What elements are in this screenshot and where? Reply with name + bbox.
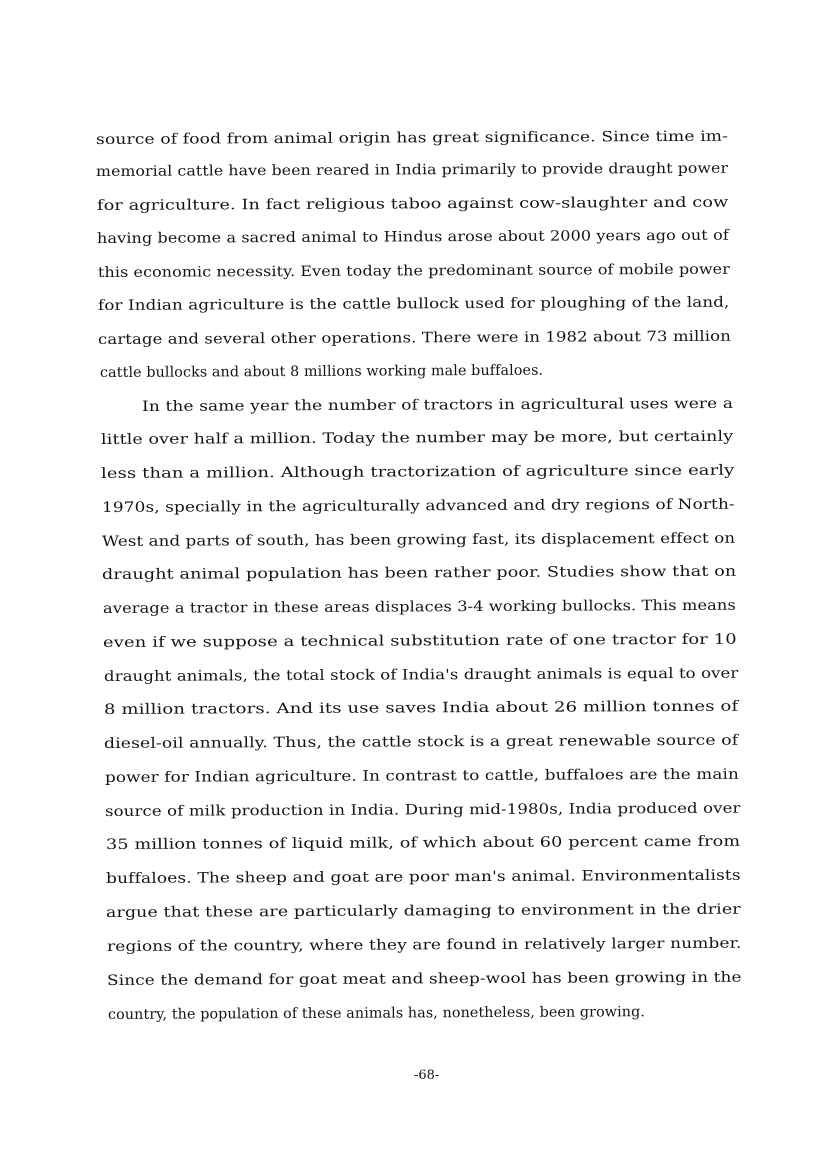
text-line: argue that these are particularly damaging to environment in the drier (105, 901, 741, 921)
text-line: for Indian agriculture is the cattle bullock used for ploughing of the land, (97, 294, 730, 314)
text-line: having become a sacred animal to Hindus arose about 2000 years ago out of (96, 227, 729, 247)
text-line: diesel-oil annually. Thus, the cattle stock is a great renewable source of (103, 732, 739, 752)
page-number: -68- (414, 1068, 440, 1083)
text-line: less than a million. Although tractorization of agriculture since early (100, 462, 735, 482)
text-line: country, the population of these animals has, nonetheless, been growing. (107, 1004, 646, 1023)
text-line: even if we suppose a technical substitution rate of one tractor for 10 (102, 631, 737, 651)
text-line: source of food from animal origin has great significance. Since time im- (95, 128, 729, 148)
text-line: this economic necessity. Even today the predominant source of mobile power (97, 261, 730, 281)
text-line: Since the demand for goat meat and sheep-wool has been growing in the (106, 969, 742, 989)
text-line: draught animals, the total stock of India's draught animals is equal to over (103, 665, 739, 685)
text-line: 35 million tonnes of liquid milk, of which about 60 percent came from (105, 833, 741, 853)
text-line: for agriculture. In fact religious taboo against cow-slaughter and cow (96, 194, 729, 214)
text-line: regions of the country, where they are found in relatively larger number. (106, 935, 742, 955)
text-line: average a tractor in these areas displaces 3-4 working bullocks. This means (102, 597, 736, 617)
text-line: 8 million tractors. And its use saves India about 26 million tonnes of (103, 698, 739, 718)
text-line: power for Indian agriculture. In contrast to cattle, buffaloes are the main (104, 766, 739, 786)
text-line: 1970s, specially in the agriculturally advanced and dry regions of North- (101, 496, 735, 516)
text-line: West and parts of south, has been growing fast, its displacement effect on (101, 530, 736, 550)
text-line: source of milk production in India. During mid-1980s, India produced over (104, 800, 741, 820)
text-line: draught animal population has been rather poor. Studies show that on (101, 563, 737, 583)
text-line: cartage and several other operations. There were in 1982 about 73 million (97, 328, 731, 348)
text-line: buffaloes. The sheep and goat are poor man's animal. Environmentalists (105, 867, 741, 887)
text-line: cattle bullocks and about 8 millions working male buffaloes. (99, 362, 544, 381)
text-line: memorial cattle have been reared in India primarily to provide draught power (95, 160, 729, 180)
text-line: In the same year the number of tractors in agricultural uses were a (141, 395, 734, 415)
text-line: little over half a million. Today the number may be more, but certainly (100, 428, 734, 448)
